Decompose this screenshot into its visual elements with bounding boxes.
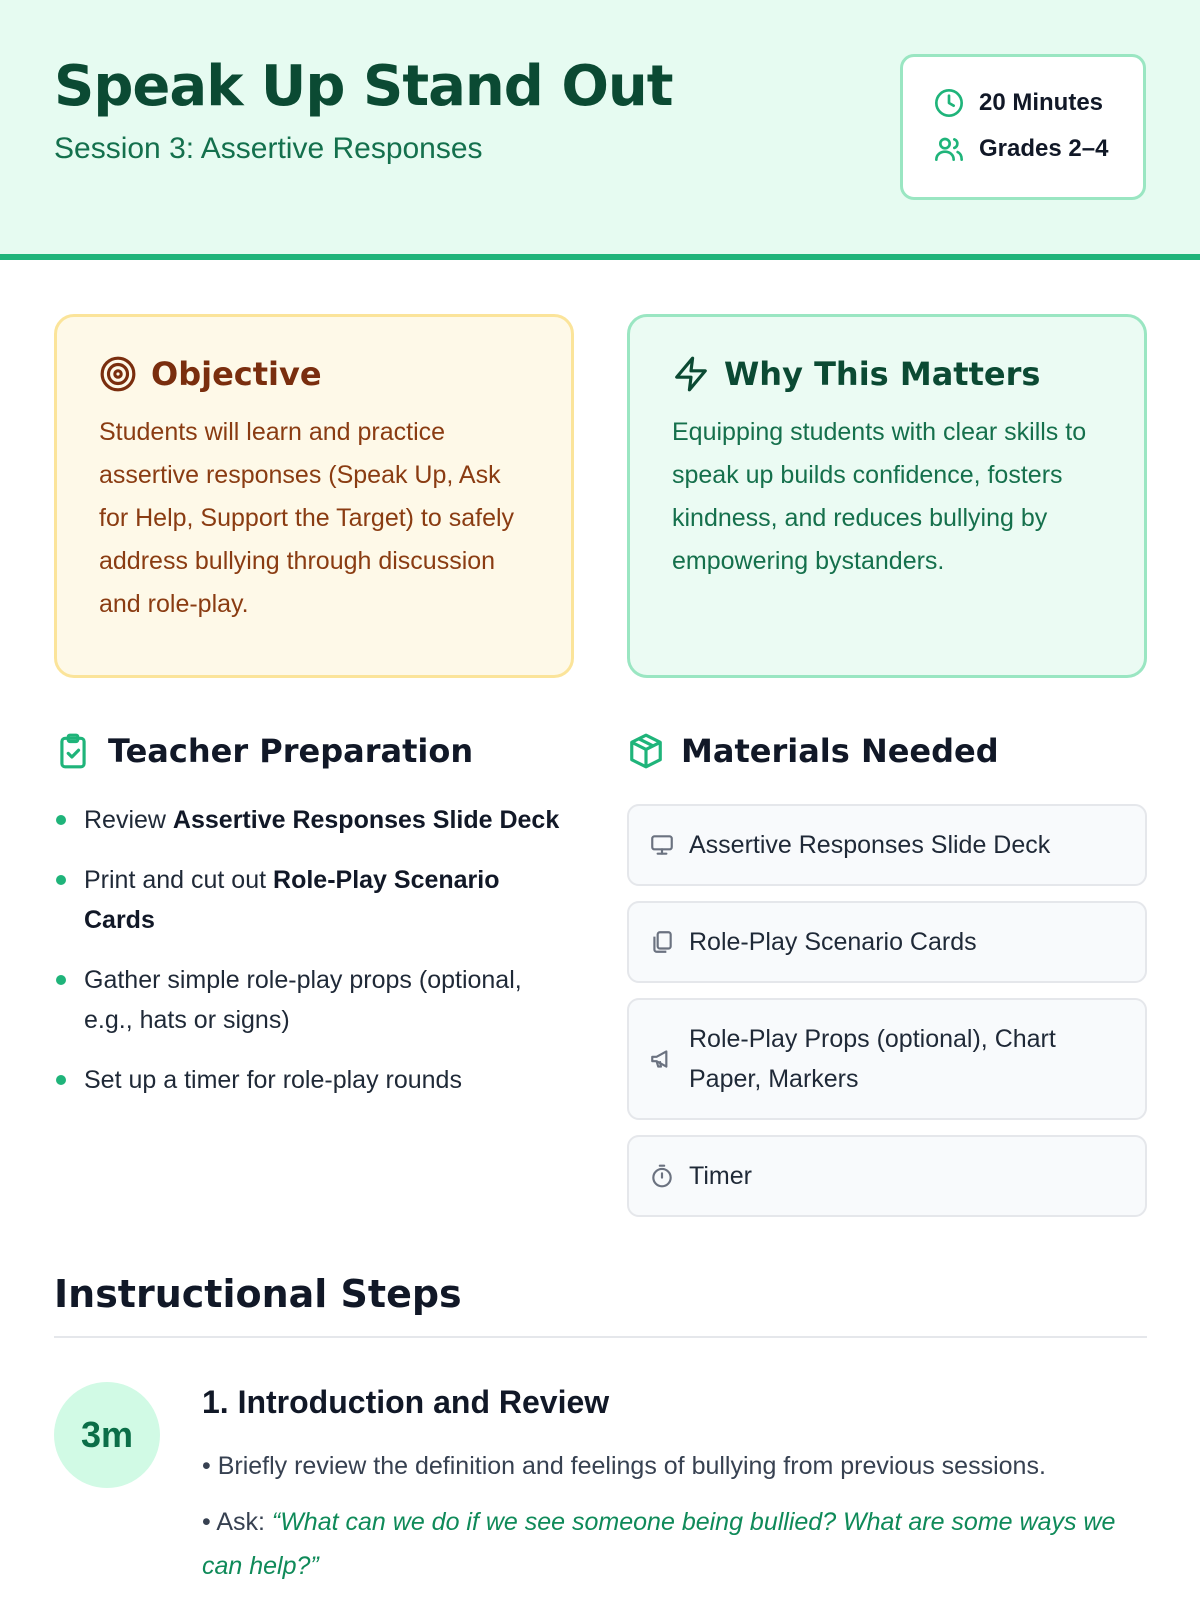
discussion-question: “What can we do if we see someone being bullied? What are some ways we can help?”	[202, 1508, 1116, 1580]
divider	[54, 1336, 1147, 1338]
material-item	[627, 998, 1147, 1120]
why-header	[672, 355, 1104, 393]
page-header	[0, 0, 1200, 260]
prep-item: Review Assertive Responses Slide Deck	[54, 800, 574, 840]
objective-title: Objective	[151, 355, 322, 393]
material-label: Role-Play Props (optional), Chart Paper, Markers	[689, 1025, 1056, 1093]
steps-title: Instructional Steps	[54, 1272, 462, 1316]
duration-text: 20 Minutes	[979, 89, 1104, 116]
clipboard-check-icon	[54, 732, 92, 770]
prep-item: Set up a timer for role-play rounds	[54, 1060, 574, 1100]
megaphone-icon	[649, 1046, 675, 1072]
page-title: Speak Up Stand Out	[54, 54, 673, 119]
objective-card	[54, 314, 574, 678]
preparation-header	[54, 732, 473, 770]
step-duration-badge: 3m	[54, 1382, 160, 1488]
copy-icon	[649, 929, 675, 955]
users-icon	[933, 133, 965, 165]
material-item	[627, 804, 1147, 886]
materials-title: Materials Needed	[681, 732, 999, 770]
material-item	[627, 1135, 1147, 1217]
material-label: Role-Play Scenario Cards	[689, 928, 977, 956]
materials-header	[627, 732, 999, 770]
material-item	[627, 901, 1147, 983]
box-icon	[627, 732, 665, 770]
page-subtitle: Session 3: Assertive Responses	[54, 132, 483, 165]
material-label: Assertive Responses Slide Deck	[689, 831, 1051, 859]
prep-item: Gather simple role-play props (optional, e.g., hats or signs)	[54, 960, 574, 1040]
stopwatch-icon	[649, 1163, 675, 1189]
step-instruction: • Briefly review the definition and feelings of bullying from previous sessions.	[202, 1452, 1046, 1480]
clock-icon	[933, 87, 965, 119]
preparation-title: Teacher Preparation	[108, 732, 474, 770]
lightning-icon	[672, 355, 710, 393]
monitor-icon	[649, 832, 675, 858]
target-icon	[99, 355, 137, 393]
why-text: Equipping students with clear skills to speak up builds confidence, fosters kindness, and reduces bullying by empowering bystanders.	[672, 418, 1087, 575]
objective-text: Students will learn and practice assertive responses (Speak Up, Ask for Help, Support the Target) to safely address bullying through discussion and role-play.	[99, 418, 515, 618]
preparation-list	[54, 800, 574, 1120]
step-instruction: • Ask: “What can we do if we see someone being bullied? What are some ways we can help?”	[202, 1508, 1116, 1580]
duration-row	[933, 87, 1103, 119]
step-title: 1. Introduction and Review	[202, 1384, 610, 1420]
grades-row	[933, 133, 1108, 165]
prep-item: Print and cut out Role-Play Scenario Cards	[54, 860, 574, 940]
session-meta-card	[900, 54, 1146, 200]
why-card	[627, 314, 1147, 678]
objective-header	[99, 355, 531, 393]
why-title: Why This Matters	[724, 355, 1041, 393]
material-label: Timer	[689, 1162, 752, 1190]
grades-text: Grades 2–4	[979, 135, 1109, 162]
